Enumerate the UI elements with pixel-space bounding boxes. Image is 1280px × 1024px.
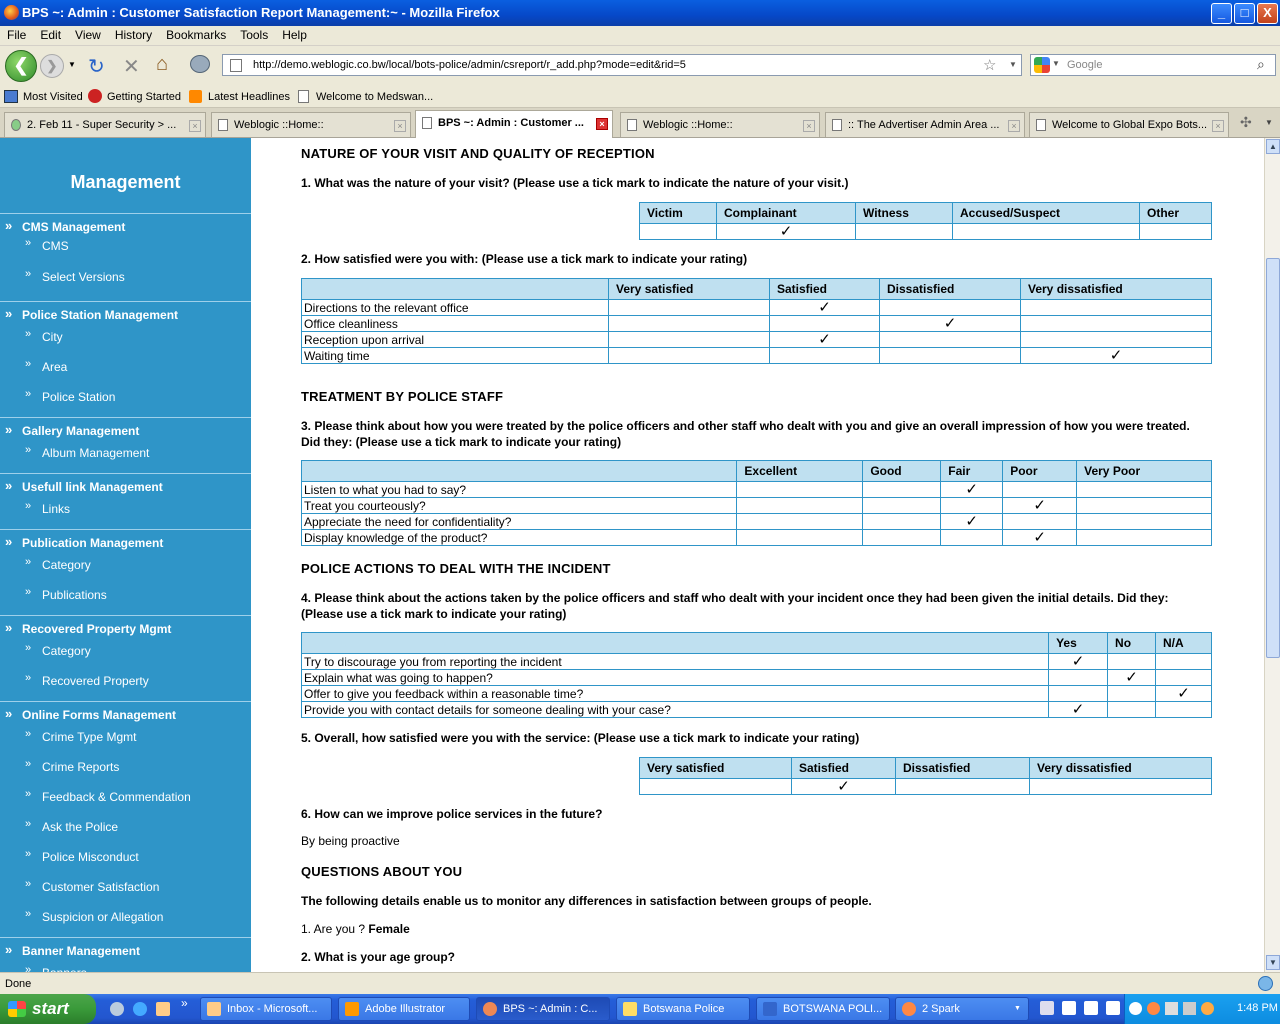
table-row xyxy=(302,332,1212,348)
url-bar[interactable] xyxy=(222,54,1022,76)
tick-mark-icon: ✓ xyxy=(965,512,978,530)
report-content xyxy=(251,138,1264,972)
rating-cell[interactable] xyxy=(863,514,941,530)
task-firefox[interactable]: BPS ~: Admin : C... xyxy=(476,997,610,1021)
row-label: Display knowledge of the product? xyxy=(302,530,737,546)
rating-cell[interactable] xyxy=(856,224,953,240)
rating-cell[interactable] xyxy=(941,514,1003,530)
col-very-dissatisfied: Very dissatisfied xyxy=(1030,758,1212,779)
divider xyxy=(0,301,251,302)
rating-cell[interactable] xyxy=(737,498,863,514)
section-heading-visit: NATURE OF YOUR VISIT AND QUALITY OF RECEPTION xyxy=(301,146,655,161)
rating-cell[interactable] xyxy=(640,779,792,795)
rating-cell[interactable] xyxy=(1108,670,1156,686)
rating-cell[interactable] xyxy=(941,498,1003,514)
tray-pen-icon[interactable] xyxy=(1040,1001,1054,1015)
table-row xyxy=(302,702,1212,718)
tray-volume-icon[interactable] xyxy=(1183,1002,1196,1015)
column-header xyxy=(302,633,1049,654)
tick-mark-icon: ✓ xyxy=(965,480,978,498)
sidebar-item-cms[interactable]: » CMS xyxy=(42,239,69,253)
rating-cell[interactable] xyxy=(1049,702,1108,718)
tray-chat-icon[interactable] xyxy=(1062,1001,1076,1015)
column-header: No xyxy=(1108,633,1156,654)
column-header: Poor xyxy=(1003,461,1077,482)
table-row xyxy=(302,514,1212,530)
minimize-button[interactable]: _ xyxy=(1211,3,1232,24)
rating-cell[interactable] xyxy=(941,530,1003,546)
tray-help-icon[interactable] xyxy=(1084,1001,1098,1015)
rating-cell[interactable] xyxy=(1077,482,1212,498)
word-icon xyxy=(763,1002,777,1016)
divider xyxy=(0,417,251,418)
menu-bookmarks[interactable]: Bookmarks xyxy=(166,28,227,42)
search-placeholder: Google xyxy=(1067,59,1103,71)
tab-bps-admin[interactable]: BPS ~: Admin : Customer ... × xyxy=(415,110,613,138)
sidebar-heading-banner[interactable]: » Banner Management xyxy=(22,944,140,958)
sidebar-item-crime-type[interactable]: » Crime Type Mgmt xyxy=(42,730,136,744)
chat-icon[interactable] xyxy=(190,55,210,73)
sidebar-item-category[interactable]: » Category xyxy=(42,644,91,658)
tick-mark-icon: ✓ xyxy=(818,298,831,316)
question-2: 2. How satisfied were you with: (Please use a tick mark to indicate your rating) xyxy=(301,252,748,266)
rating-cell[interactable] xyxy=(770,348,880,364)
question-3: 3. Please think about how you were treated by the police officers and other staff who dealt with you and give an overall impression of how you were treated. Did they: (Please use a tick mark to indicate your rating) xyxy=(301,419,1190,449)
row-label: Explain what was going to happen? xyxy=(302,670,1049,686)
rating-cell[interactable] xyxy=(1156,670,1212,686)
col-complainant: Complainant xyxy=(717,203,856,224)
sidebar-item-album-management[interactable]: » Album Management xyxy=(42,446,149,460)
rating-cell[interactable] xyxy=(640,224,717,240)
divider xyxy=(0,615,251,616)
row-label: Reception upon arrival xyxy=(302,332,609,348)
tick-mark-icon: ✓ xyxy=(779,222,793,240)
table-row xyxy=(302,300,1212,316)
tray-settings-icon[interactable] xyxy=(1106,1001,1120,1015)
history-dropdown-icon[interactable]: ▼ xyxy=(68,60,76,69)
menu-view[interactable]: View xyxy=(75,28,101,42)
divider xyxy=(0,473,251,474)
rating-cell[interactable] xyxy=(1021,316,1212,332)
column-header: Fair xyxy=(941,461,1003,482)
rating-cell[interactable] xyxy=(770,300,880,316)
new-tab-icon[interactable]: ✣ xyxy=(1240,114,1252,130)
table-row xyxy=(302,348,1212,364)
clock[interactable]: 1:48 PM xyxy=(1237,1002,1278,1014)
column-header: Excellent xyxy=(737,461,863,482)
rating-cell[interactable] xyxy=(1077,530,1212,546)
tray-firefox-icon[interactable] xyxy=(1147,1002,1160,1015)
sidebar-heading-online-forms[interactable]: » Online Forms Management xyxy=(22,708,176,722)
table-row xyxy=(302,482,1212,498)
task-inbox[interactable]: Inbox - Microsoft... xyxy=(200,997,332,1021)
engine-dropdown-icon[interactable]: ▼ xyxy=(1052,59,1060,68)
task-botswana-police-folder[interactable]: Botswana Police xyxy=(616,997,750,1021)
bookmark-getting-started[interactable]: Getting Started xyxy=(107,91,181,103)
tick-mark-icon: ✓ xyxy=(1177,684,1190,702)
window-title: BPS ~: Admin : Customer Satisfaction Report Management:~ - Mozilla Firefox xyxy=(22,5,500,20)
rating-cell[interactable] xyxy=(770,316,880,332)
tick-mark-icon: ✓ xyxy=(943,314,957,332)
sidebar-heading-police-station[interactable]: » Police Station Management xyxy=(22,308,178,322)
windows-logo-icon xyxy=(8,1001,26,1017)
rating-cell[interactable] xyxy=(609,332,770,348)
menu-tools[interactable]: Tools xyxy=(240,28,269,42)
column-header: Yes xyxy=(1049,633,1108,654)
url-text: http://demo.weblogic.co.bw/local/bots-police/admin/csreport/r_add.php?mode=edit&rid=5 xyxy=(253,59,686,71)
overall-row xyxy=(640,779,1212,795)
ie-icon[interactable] xyxy=(133,1002,147,1016)
scrollbar-thumb[interactable] xyxy=(1266,258,1280,658)
page-icon xyxy=(230,59,242,72)
admin-sidebar xyxy=(0,138,251,972)
divider xyxy=(0,213,251,214)
rating-cell[interactable] xyxy=(1003,482,1077,498)
tick-mark-icon: ✓ xyxy=(1125,668,1138,686)
rating-cell[interactable] xyxy=(1108,654,1156,670)
home-icon[interactable]: ⌂ xyxy=(156,53,169,75)
system-tray xyxy=(1124,994,1280,1024)
table-row xyxy=(302,686,1212,702)
section-heading-treatment: TREATMENT BY POLICE STAFF xyxy=(301,389,504,404)
visit-row xyxy=(640,224,1212,240)
divider xyxy=(0,701,251,702)
rating-cell[interactable] xyxy=(737,514,863,530)
actions-table xyxy=(301,632,1212,718)
tab-close-icon[interactable]: × xyxy=(1212,120,1224,132)
spark-icon xyxy=(902,1002,916,1016)
rating-cell[interactable] xyxy=(1021,300,1212,316)
sidebar-item-feedback[interactable]: » Feedback & Commendation xyxy=(42,790,191,804)
tab-strip xyxy=(0,108,1280,138)
tab-advertiser-admin[interactable]: :: The Advertiser Admin Area ... × xyxy=(825,112,1025,137)
sidebar-item-ask-police[interactable]: » Ask the Police xyxy=(42,820,118,834)
rating-cell[interactable] xyxy=(609,316,770,332)
tab-close-icon[interactable]: × xyxy=(596,118,608,130)
rating-cell[interactable] xyxy=(1156,654,1212,670)
sidebar-item-category[interactable]: » Category xyxy=(42,558,91,572)
rating-cell[interactable] xyxy=(880,348,1021,364)
rating-cell[interactable] xyxy=(1049,670,1108,686)
col-satisfied: Satisfied xyxy=(792,758,896,779)
rating-cell[interactable] xyxy=(737,530,863,546)
tab-icon xyxy=(11,119,21,131)
column-header: Very satisfied xyxy=(609,279,770,300)
column-header xyxy=(302,279,609,300)
rating-cell[interactable] xyxy=(609,300,770,316)
tab-close-icon[interactable]: × xyxy=(803,120,815,132)
rating-cell[interactable] xyxy=(863,530,941,546)
rating-cell[interactable] xyxy=(880,332,1021,348)
overall-satisfaction-table xyxy=(639,757,1212,795)
rating-cell[interactable] xyxy=(880,316,1021,332)
rating-cell[interactable] xyxy=(863,482,941,498)
about-you-intro: The following details enable us to monitor any differences in satisfaction between groups of people. xyxy=(301,894,872,908)
status-icon xyxy=(1258,976,1273,991)
tab-weblogic-home-2[interactable]: Weblogic ::Home:: × xyxy=(620,112,820,137)
most-visited-icon xyxy=(4,90,18,103)
column-header: Very dissatisfied xyxy=(1021,279,1212,300)
rating-cell[interactable] xyxy=(792,779,896,795)
sidebar-item-publications[interactable]: » Publications xyxy=(42,588,107,602)
sidebar-heading-gallery[interactable]: » Gallery Management xyxy=(22,424,139,438)
rating-cell[interactable] xyxy=(609,348,770,364)
rating-cell[interactable] xyxy=(1003,530,1077,546)
google-icon xyxy=(1034,57,1050,73)
quicklaunch-more-icon[interactable]: » xyxy=(181,996,188,1010)
firefox-icon xyxy=(4,5,19,20)
table-row xyxy=(302,670,1212,686)
sidebar-item-select-versions[interactable]: » Select Versions xyxy=(42,270,125,284)
rating-cell[interactable] xyxy=(863,498,941,514)
rating-cell[interactable] xyxy=(880,300,1021,316)
search-input[interactable] xyxy=(1030,54,1276,76)
row-label: Office cleanliness xyxy=(302,316,609,332)
rating-cell[interactable] xyxy=(1003,498,1077,514)
question-1: 1. What was the nature of your visit? (Please use a tick mark to indicate the nature of your visit.) xyxy=(301,176,849,190)
table-row xyxy=(302,530,1212,546)
bookmark-medswan[interactable]: Welcome to Medswan... xyxy=(316,91,434,103)
sidebar-item-recovered-property[interactable]: » Recovered Property xyxy=(42,674,149,688)
sidebar-item-city[interactable]: » City xyxy=(42,330,63,344)
bookmarks-toolbar xyxy=(0,86,1280,108)
rating-cell[interactable] xyxy=(717,224,856,240)
sidebar-item-police-station[interactable]: » Police Station xyxy=(42,390,115,404)
tab-icon xyxy=(218,119,228,131)
reload-icon[interactable]: ↻ xyxy=(88,56,105,78)
rating-cell[interactable] xyxy=(1049,686,1108,702)
menu-bar xyxy=(0,26,1280,46)
tab-list-icon[interactable]: ▼ xyxy=(1265,118,1273,127)
maximize-button[interactable]: □ xyxy=(1234,3,1255,24)
treatment-table xyxy=(301,460,1212,546)
rating-cell[interactable] xyxy=(896,779,1030,795)
scroll-up-icon[interactable]: ▲ xyxy=(1266,139,1280,154)
task-word-doc[interactable]: BOTSWANA POLI... xyxy=(756,997,890,1021)
tab-global-expo[interactable]: Welcome to Global Expo Bots... × xyxy=(1029,112,1229,137)
rating-cell[interactable] xyxy=(1030,779,1212,795)
rating-cell[interactable] xyxy=(737,482,863,498)
col-witness: Witness xyxy=(856,203,953,224)
menu-edit[interactable]: Edit xyxy=(40,28,62,42)
menu-history[interactable]: History xyxy=(114,28,153,42)
rating-cell[interactable] xyxy=(1108,702,1156,718)
close-button[interactable]: X xyxy=(1257,3,1278,24)
outlook-icon[interactable] xyxy=(156,1002,170,1016)
quicklaunch-icon[interactable] xyxy=(110,1002,124,1016)
group-dropdown-icon[interactable]: ▼ xyxy=(1014,1005,1021,1012)
status-text: Done xyxy=(5,978,32,990)
sidebar-heading-cms[interactable]: » CMS Management xyxy=(22,220,125,234)
bookmark-star-icon[interactable]: ☆ xyxy=(983,57,997,74)
tick-mark-icon: ✓ xyxy=(1033,496,1046,514)
question-5: 5. Overall, how satisfied were you with the service: (Please use a tick mark to indicate your rating) xyxy=(301,731,860,745)
illustrator-icon xyxy=(345,1002,359,1016)
page-icon xyxy=(298,90,309,103)
sidebar-heading-recovered-property[interactable]: » Recovered Property Mgmt xyxy=(22,622,171,636)
outlook-icon xyxy=(207,1002,221,1016)
task-spark[interactable]: 2 Spark ▼ xyxy=(895,997,1029,1021)
divider xyxy=(0,529,251,530)
task-illustrator[interactable]: Adobe Illustrator xyxy=(338,997,470,1021)
sidebar-item-crime-reports[interactable]: » Crime Reports xyxy=(42,760,119,774)
question-gender xyxy=(301,922,410,936)
tick-mark-icon: ✓ xyxy=(1071,700,1085,718)
table-row xyxy=(302,654,1212,670)
row-label: Appreciate the need for confidentiality? xyxy=(302,514,737,530)
section-heading-about-you: QUESTIONS ABOUT YOU xyxy=(301,864,463,879)
firefox-icon xyxy=(483,1002,497,1016)
row-label: Treat you courteously? xyxy=(302,498,737,514)
tab-close-icon[interactable]: × xyxy=(1008,120,1020,132)
sidebar-item-suspicion[interactable]: » Suspicion or Allegation xyxy=(42,910,163,924)
bookmark-latest-headlines[interactable]: Latest Headlines xyxy=(208,91,290,103)
tray-update-icon[interactable] xyxy=(1201,1002,1214,1015)
column-header: Good xyxy=(863,461,941,482)
url-dropdown-icon[interactable]: ▼ xyxy=(1009,60,1017,69)
satisfaction-table xyxy=(301,278,1212,364)
tick-mark-icon: ✓ xyxy=(1109,346,1123,364)
status-bar xyxy=(0,972,1280,994)
sidebar-item-customer-satisfaction[interactable]: » Customer Satisfaction xyxy=(42,880,159,894)
menu-file[interactable]: File xyxy=(7,28,27,42)
rating-cell[interactable] xyxy=(1156,686,1212,702)
rss-icon xyxy=(189,90,202,103)
stop-icon[interactable]: ✕ xyxy=(123,56,140,78)
gender-label: 1. Are you ? xyxy=(301,922,366,936)
question-6: 6. How can we improve police services in the future? xyxy=(301,807,603,821)
answer-6: By being proactive xyxy=(301,834,400,848)
sidebar-item-police-misconduct[interactable]: » Police Misconduct xyxy=(42,850,139,864)
divider xyxy=(0,937,251,938)
tab-icon xyxy=(832,119,842,131)
tab-icon xyxy=(627,119,637,131)
rating-cell[interactable] xyxy=(1077,498,1212,514)
sidebar-item-links[interactable]: » Links xyxy=(42,502,70,516)
column-header: N/A xyxy=(1156,633,1212,654)
tick-mark-icon: ✓ xyxy=(1033,528,1046,546)
rating-cell[interactable] xyxy=(1049,654,1108,670)
row-label: Provide you with contact details for someone dealing with your case? xyxy=(302,702,1049,718)
tick-mark-icon: ✓ xyxy=(1071,652,1085,670)
row-label: Offer to give you feedback within a reasonable time? xyxy=(302,686,1049,702)
navigation-toolbar xyxy=(0,46,1280,86)
tab-weblogic-home[interactable]: Weblogic ::Home:: × xyxy=(211,112,411,137)
col-other: Other xyxy=(1140,203,1212,224)
column-header xyxy=(302,461,737,482)
start-button[interactable]: start xyxy=(0,994,96,1024)
forward-button[interactable]: ❯ xyxy=(40,54,64,78)
bookmark-most-visited[interactable]: Most Visited xyxy=(23,91,83,103)
column-header: Very Poor xyxy=(1077,461,1212,482)
sidebar-heading-links[interactable]: » Usefull link Management xyxy=(22,480,163,494)
row-label: Directions to the relevant office xyxy=(302,300,609,316)
col-very-satisfied: Very satisfied xyxy=(640,758,792,779)
col-victim: Victim xyxy=(640,203,717,224)
row-label: Listen to what you had to say? xyxy=(302,482,737,498)
window-title-bar[interactable] xyxy=(0,0,1280,26)
rating-cell[interactable] xyxy=(953,224,1140,240)
sidebar-title: Management xyxy=(70,172,181,192)
table-row xyxy=(302,316,1212,332)
folder-icon xyxy=(623,1002,637,1016)
rating-cell[interactable] xyxy=(770,332,880,348)
rating-cell[interactable] xyxy=(1021,332,1212,348)
tab-close-icon[interactable]: × xyxy=(394,120,406,132)
tray-expand-icon[interactable] xyxy=(1129,1002,1142,1015)
search-icon[interactable]: ⌕ xyxy=(1257,56,1265,72)
question-age-group: 2. What is your age group? xyxy=(301,950,456,964)
scroll-down-icon[interactable]: ▼ xyxy=(1266,955,1280,970)
question-4: 4. Please think about the actions taken by the police officers and staff who dealt with your incident once they had been given the initial details. Did they: (Please use a tick mark to indicate your rating) xyxy=(301,591,1169,621)
menu-help[interactable]: Help xyxy=(282,28,307,42)
row-label: Try to discourage you from reporting the incident xyxy=(302,654,1049,670)
tray-network-icon[interactable] xyxy=(1165,1002,1178,1015)
rating-cell[interactable] xyxy=(1140,224,1212,240)
tab-super-security[interactable]: 2. Feb 11 - Super Security > ... × xyxy=(4,112,206,137)
back-button[interactable]: ❮ xyxy=(5,50,37,82)
visit-nature-table xyxy=(639,202,1212,240)
row-label: Waiting time xyxy=(302,348,609,364)
rating-cell[interactable] xyxy=(1077,514,1212,530)
getting-started-icon xyxy=(88,89,102,103)
col-accused: Accused/Suspect xyxy=(953,203,1140,224)
sidebar-heading-publication[interactable]: » Publication Management xyxy=(22,536,163,550)
vertical-scrollbar[interactable] xyxy=(1264,138,1280,972)
windows-taskbar xyxy=(0,994,1280,1024)
col-dissatisfied: Dissatisfied xyxy=(896,758,1030,779)
tab-icon xyxy=(422,117,432,129)
tab-close-icon[interactable]: × xyxy=(189,120,201,132)
rating-cell[interactable] xyxy=(1021,348,1212,364)
tick-mark-icon: ✓ xyxy=(818,330,831,348)
column-header: Satisfied xyxy=(770,279,880,300)
tick-mark-icon: ✓ xyxy=(837,777,850,795)
tab-icon xyxy=(1036,119,1046,131)
gender-value: Female xyxy=(368,922,410,936)
column-header: Dissatisfied xyxy=(880,279,1021,300)
sidebar-item-area[interactable]: » Area xyxy=(42,360,67,374)
rating-cell[interactable] xyxy=(1108,686,1156,702)
section-heading-actions: POLICE ACTIONS TO DEAL WITH THE INCIDENT xyxy=(301,561,611,576)
table-row xyxy=(302,498,1212,514)
rating-cell[interactable] xyxy=(1156,702,1212,718)
rating-cell[interactable] xyxy=(1003,514,1077,530)
rating-cell[interactable] xyxy=(941,482,1003,498)
